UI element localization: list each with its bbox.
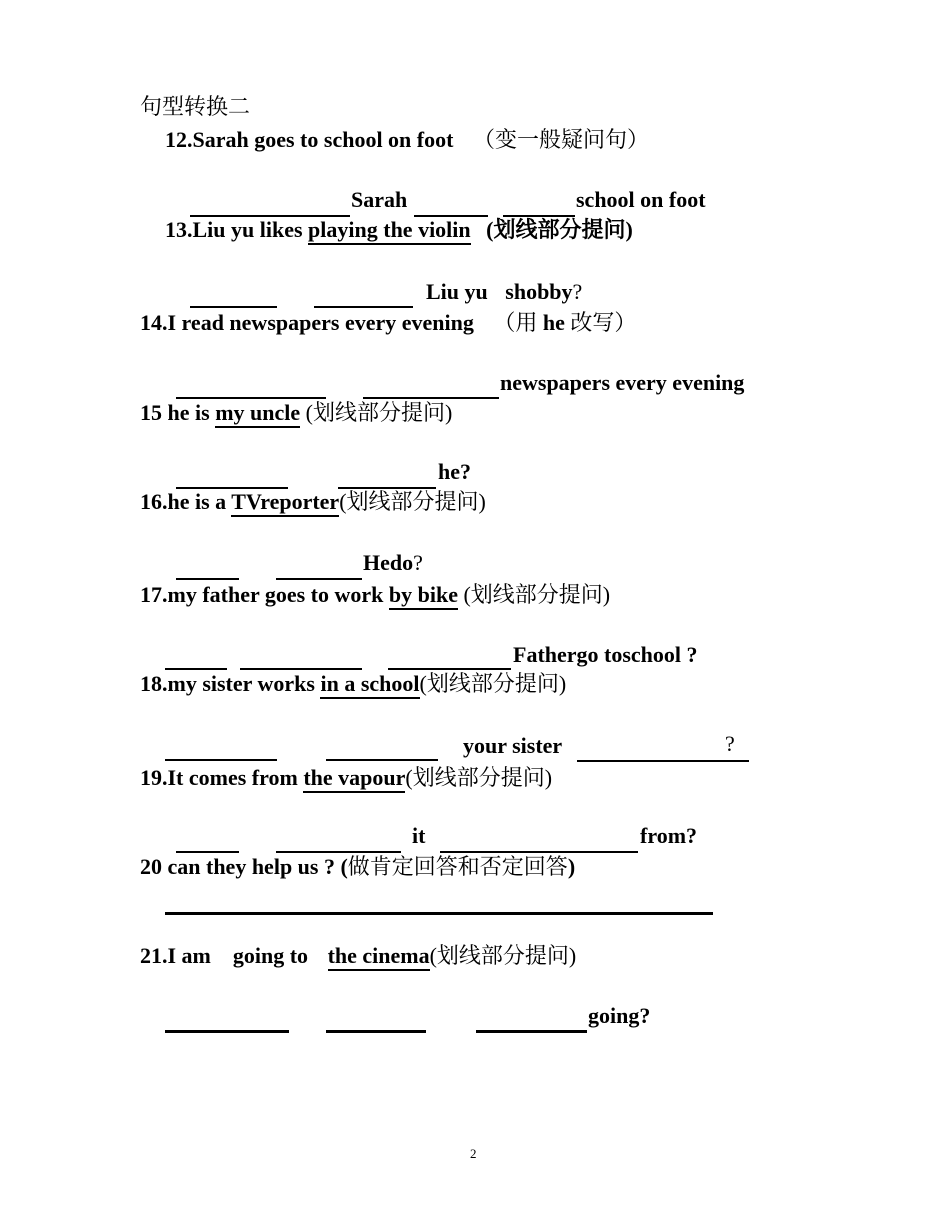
q20-answer-line[interactable]	[165, 912, 713, 915]
question-18	[140, 671, 566, 697]
question-12	[165, 127, 649, 153]
question-16	[140, 489, 486, 515]
question-13-instruction: (划线部分提问)	[486, 217, 633, 242]
question-17-instruction: (划线部分提问)	[463, 582, 611, 607]
q13-answer	[426, 279, 582, 305]
question-20-text: 20 can they help us ? (	[140, 854, 348, 879]
q21-blank-2[interactable]	[326, 1030, 426, 1033]
q16-blank-2[interactable]	[276, 578, 362, 580]
q18-blank-3[interactable]	[577, 760, 749, 762]
question-14-note-c: 改写）	[570, 310, 637, 335]
question-13-prefix: 13.Liu yu likes	[165, 217, 309, 242]
q16-answer	[363, 550, 423, 576]
question-17-underlined: by bike	[389, 582, 458, 610]
question-13-underlined: playing the violin	[308, 217, 471, 245]
q18-blank-1[interactable]	[165, 759, 277, 761]
q13-blank-2[interactable]	[314, 306, 413, 308]
question-15-underlined: my uncle	[215, 400, 300, 428]
q19-blank-2[interactable]	[276, 851, 401, 853]
question-21	[140, 943, 576, 969]
q15-answer-word-1: he?	[438, 459, 471, 484]
question-17	[140, 582, 610, 608]
question-12-text: 12.Sarah goes to school on foot	[165, 127, 454, 152]
question-14-text: 14.I read newspapers every evening	[140, 310, 474, 335]
question-15-instruction: (划线部分提问)	[305, 400, 453, 425]
question-17-prefix: 17.my father goes to work	[140, 582, 389, 607]
q21-blank-1[interactable]	[165, 1030, 289, 1033]
q12-answer-word-2: school on foot	[576, 187, 706, 212]
q18-answer-end: ?	[725, 731, 735, 756]
question-12-instruction: （变一般疑问句）	[472, 127, 649, 152]
q17-blank-3[interactable]	[388, 668, 511, 670]
q14-blank-1[interactable]	[176, 397, 326, 399]
q21-answer-word-1: going?	[588, 1003, 651, 1028]
question-18-underlined: in a school	[320, 671, 419, 699]
question-15	[140, 400, 452, 426]
q19-blank-1[interactable]	[176, 851, 239, 853]
question-20-close: )	[567, 854, 576, 879]
question-16-prefix: 16.he is a	[140, 489, 232, 514]
q17-answer-word-1: Fathergo toschool ?	[513, 642, 698, 667]
q21-blank-3[interactable]	[476, 1030, 587, 1033]
q13-answer-word-2: hobby	[513, 279, 573, 304]
question-21-underlined: the cinema	[328, 943, 430, 971]
section-title: 句型转换二	[140, 94, 251, 119]
q13-blank-1[interactable]	[190, 306, 277, 308]
q13-answer-word-1: Liu yu	[426, 279, 488, 304]
question-20-instruction: 做肯定回答和否定回答	[347, 854, 568, 879]
question-15-prefix: 15 he is	[140, 400, 216, 425]
q19-blank-3[interactable]	[440, 851, 638, 853]
question-18-instruction: (划线部分提问)	[419, 671, 567, 696]
q16-blank-1[interactable]	[176, 578, 239, 580]
question-19-underlined: the vapour	[303, 765, 405, 793]
question-21-instruction: (划线部分提问)	[429, 943, 577, 968]
question-20	[140, 854, 575, 880]
question-19	[140, 765, 552, 791]
q14-answer-word-1: newspapers every evening	[500, 370, 745, 395]
question-16-instruction: (划线部分提问)	[339, 489, 486, 514]
q19-answer-word-1: it	[412, 823, 426, 848]
q16-answer-word-1: Hedo	[363, 550, 414, 575]
question-16-underlined: TVreporter	[231, 489, 339, 517]
question-14-note-b: he	[542, 310, 565, 335]
question-18-prefix: 18.my sister works	[140, 671, 321, 696]
q14-blank-2[interactable]	[363, 397, 499, 399]
q18-answer-word-1: your sister	[463, 733, 563, 758]
question-21-prefix: 21.I am going to	[140, 943, 314, 968]
page-number: 2	[470, 1146, 477, 1161]
q17-blank-2[interactable]	[240, 668, 362, 670]
q13-answer-apostrophe-s: s	[505, 279, 514, 304]
question-19-instruction: (划线部分提问)	[405, 765, 553, 790]
question-13	[165, 217, 633, 243]
q19-answer-word-2: from?	[640, 823, 698, 848]
q17-blank-1[interactable]	[165, 668, 227, 670]
q16-answer-end: ?	[413, 550, 423, 575]
question-14-note-a: （用	[493, 310, 538, 335]
q12-answer-word-1: Sarah	[351, 187, 408, 212]
question-19-prefix: 19.It comes from	[140, 765, 304, 790]
q18-blank-2[interactable]	[326, 759, 438, 761]
question-14	[140, 310, 636, 336]
q13-answer-end: ?	[572, 279, 583, 304]
